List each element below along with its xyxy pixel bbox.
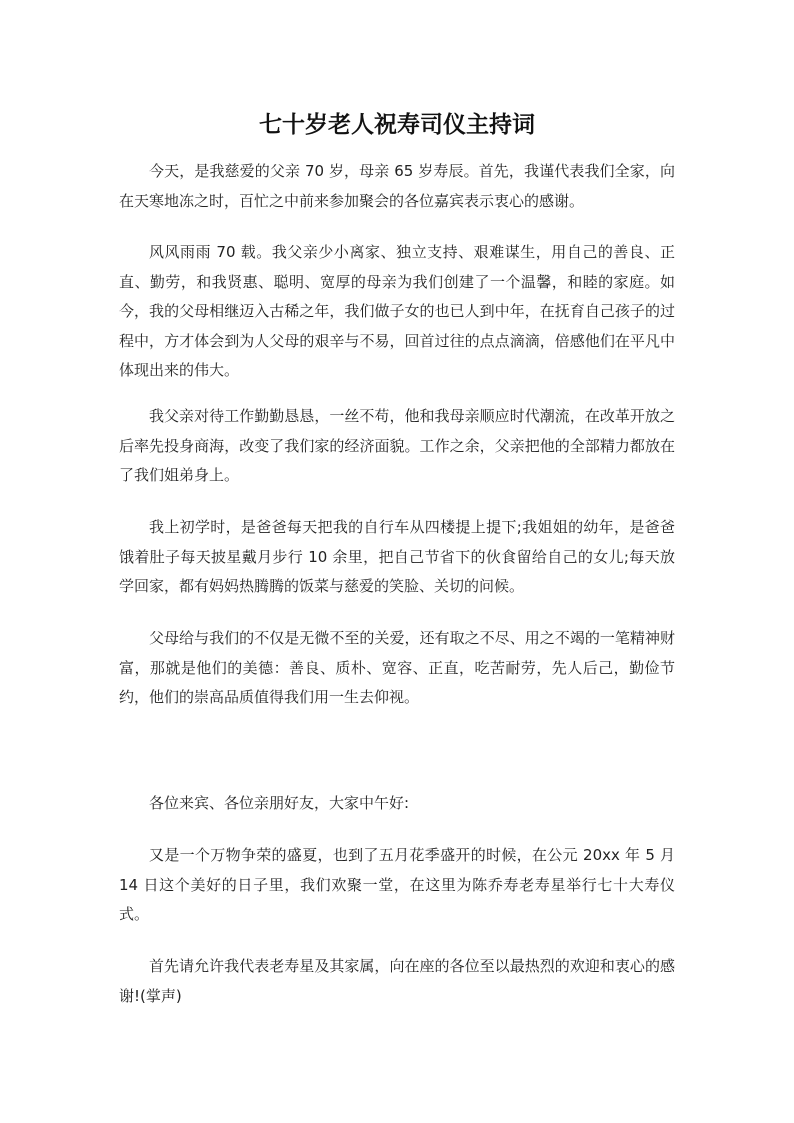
paragraph-parents-virtues: 父母给与我们的不仅是无微不至的关爱，还有取之不尽、用之不竭的一笔精神财富，那就是他们的美德：善良、质朴、宽容、正直，吃苦耐劳，先人后己，勤俭节约，他们的崇高品质值得我们用一生去仰视。	[119, 629, 675, 706]
paragraph-seventy-years: 风风雨雨 70 载。我父亲少小离家、独立支持、艰难谋生，用自己的善良、正直、勤劳，和我贤惠、聪明、宽厚的母亲为我们创建了一个温馨，和睦的家庭。如今，我的父母相继迈入古稀之年，我们做子女的也已人到中年，在抚育自己孩子的过程中，方才体会到为人父母的艰辛与不易，回首过往的点点滴滴，倍感他们在平凡中体现出来的伟大。	[119, 243, 675, 379]
paragraph-greeting-thanks: 今天，是我慈爱的父亲 70 岁，母亲 65 岁寿辰。首先，我谨代表我们全家，向在天寒地冻之时，百忙之中前来参加聚会的各位嘉宾表示衷心的感谢。	[119, 162, 675, 210]
paragraph-father-work: 我父亲对待工作勤勤恳恳，一丝不苟，他和我母亲顺应时代潮流，在改革开放之后率先投身商海，改变了我们家的经济面貌。工作之余，父亲把他的全部精力都放在了我们姐弟身上。	[119, 407, 675, 484]
paragraph-welcome-thanks: 首先请允许我代表老寿星及其家属，向在座的各位至以最热烈的欢迎和衷心的感谢!(掌声)	[119, 957, 675, 1005]
document-title: 七十岁老人祝寿司仪主持词	[259, 112, 535, 138]
paragraph-ceremony-intro: 又是一个万物争荣的盛夏，也到了五月花季盛开的时候，在公元 20xx 年 5 月 14 日这个美好的日子里，我们欢聚一堂，在这里为陈乔寿老寿星举行七十大寿仪式。	[119, 846, 675, 923]
paragraph-guests-greeting: 各位来宾、各位亲朋好友，大家中午好:	[149, 794, 410, 812]
paragraph-childhood-memories: 我上初学时，是爸爸每天把我的自行车从四楼提上提下;我姐姐的幼年，是爸爸饿着肚子每天披星戴月步行 10 余里，把自己节省下的伙食留给自己的女儿;每天放学回家，都有妈妈热腾腾的饭菜与慈爱的笑脸、关切的问候。	[119, 518, 675, 595]
